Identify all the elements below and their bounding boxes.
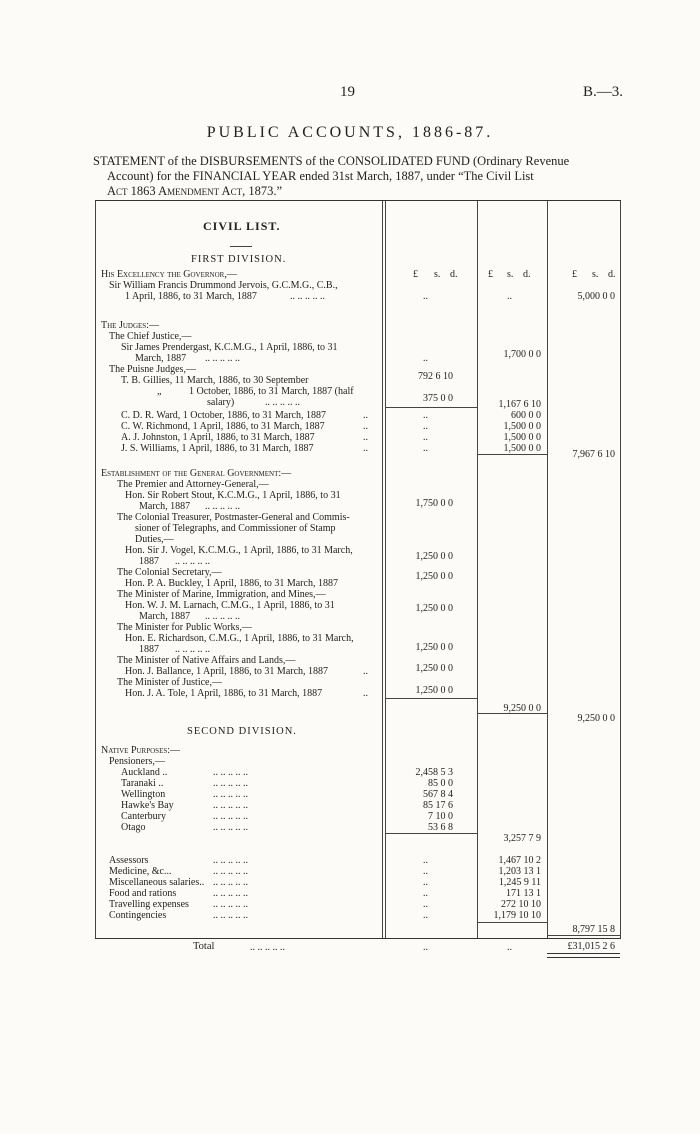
table-border-right [620,201,621,938]
item-food-amount: 171 13 1 [506,888,541,899]
judge-johnston-amount: 1,500 0 0 [503,432,541,443]
gillies-amount-2: 375 0 0 [423,393,453,404]
leader: .. .. .. .. .. [213,800,248,811]
vogel-line-2: 1887 [139,556,159,567]
pension-auckland-amount: 2,458 5 3 [415,767,453,778]
col1-shilling: s. [434,269,441,280]
page-title: PUBLIC ACCOUNTS, 1886-87. [206,124,494,141]
leader: .. [363,688,368,699]
grand-total-label: Total [193,941,215,952]
leader: .. [363,666,368,677]
government-subtotal: 9,250 0 0 [503,703,541,714]
ballance-amount: 1,250 0 0 [415,663,453,674]
leader: .. .. .. .. .. [213,877,248,888]
leader: .. [363,432,368,443]
leader: .. [423,443,428,454]
item-food: Food and rations [109,888,177,899]
item-misc-salaries: Miscellaneous salaries.. [109,877,205,888]
judge-ward: C. D. R. Ward, 1 October, 1886, to 31 March, 1887 [121,410,326,421]
treasurer-line-1: The Colonial Treasurer, Postmaster-General and Commis- [117,512,350,523]
statement-line-3: Act 1863 Amendment Act, 1873.” [107,184,282,198]
heading-rule [230,246,252,247]
leader: .. [423,353,428,364]
stout-amount: 1,750 0 0 [415,498,453,509]
judge-johnston: A. J. Johnston, 1 April, 1886, to 31 March, 1887 [121,432,315,443]
leader: .. [423,432,428,443]
justice-label: The Minister of Justice,— [117,677,222,688]
leader: .. [507,291,512,302]
document-reference: B.—3. [583,84,624,100]
treasurer-line-2: sioner of Telegraphs, and Commissioner of Stamp [135,523,336,534]
judge-richmond: C. W. Richmond, 1 April, 1886, to 31 March, 1887 [121,421,325,432]
item-contingencies-amount: 1,179 10 10 [493,910,541,921]
governor-line-1: Sir William Francis Drummond Jervois, G.C.M.G., C.B., [109,280,338,291]
leader: .. [423,942,428,953]
native-affairs-label: The Minister of Native Affairs and Lands,— [117,655,296,666]
judge-williams: J. S. Williams, 1 April, 1886, to 31 March, 1887 [121,443,314,454]
leader: .. [423,888,428,899]
col2-pound: £ [488,269,493,280]
judge-williams-amount: 1,500 0 0 [503,443,541,454]
leader: .. .. .. .. .. [213,778,248,789]
leader: .. .. .. .. .. [213,910,248,921]
grand-total-double-rule [547,953,620,958]
leader: .. .. .. .. .. [213,767,248,778]
governor-label: His Excellency the Governor,— [101,269,237,280]
pension-hawkes-bay-amount: 85 17 6 [423,800,453,811]
pensioners-total: 3,257 7 9 [503,833,541,844]
column-divider-3 [547,201,548,938]
grand-total-amount: £31,015 2 6 [567,941,615,952]
richardson-line-2: 1887 [139,644,159,655]
stout-line-2: March, 1887 [139,501,191,512]
leader: .. [363,443,368,454]
col1-pound: £ [413,269,418,280]
item-travelling-amount: 272 10 10 [501,899,541,910]
tole-amount: 1,250 0 0 [415,685,453,696]
item-contingencies: Contingencies [109,910,167,921]
leader: .. [423,410,428,421]
works-label: The Minister for Public Works,— [117,622,252,633]
gillies-line-2: 1 October, 1886, to 31 March, 1887 (half [189,386,354,397]
col2-shilling: s. [507,269,514,280]
judge-ward-amount: 600 0 0 [511,410,541,421]
leader: .. .. .. .. .. [213,811,248,822]
leader: .. [423,910,428,921]
tole-line: Hon. J. A. Tole, 1 April, 1886, to 31 March, 1887 [125,688,323,699]
judges-total: 7,967 6 10 [572,449,615,460]
leader: .. .. .. .. .. [205,611,240,622]
column-divider-1b [385,201,386,938]
governor-amount: 5,000 0 0 [577,291,615,302]
pensioners-subtotal-rule [385,833,477,834]
judges-subtotal-rule [477,454,547,455]
pension-canterbury-amount: 7 10 0 [428,811,453,822]
col3-pound: £ [572,269,577,280]
prendergast-line-2: March, 1887 [135,353,187,364]
leader: .. .. .. .. .. [265,397,300,408]
col1-pence: d. [450,269,458,280]
larnach-amount: 1,250 0 0 [415,603,453,614]
item-medicine: Medicine, &c... [109,866,172,877]
vogel-amount: 1,250 0 0 [415,551,453,562]
government-total: 9,250 0 0 [577,713,615,724]
gillies-amount-1: 792 6 10 [418,371,453,382]
pension-otago-amount: 53 6 8 [428,822,453,833]
richardson-amount: 1,250 0 0 [415,642,453,653]
leader: .. .. .. .. .. [175,556,210,567]
table-border-left [95,201,96,938]
column-divider-2 [477,201,478,938]
government-label: Establishment of the General Government:— [101,468,292,479]
leader: .. .. .. .. .. [213,866,248,877]
leader: .. [423,899,428,910]
statement-line-1: STATEMENT of the DISBURSEMENTS of the CONSOLIDATED FUND (Ordinary Revenue [93,154,570,168]
second-division-title: SECOND DIVISION. [187,726,297,737]
leader: .. [423,866,428,877]
pension-taranaki-amount: 85 0 0 [428,778,453,789]
leader: .. [423,291,428,302]
col3-pence: d. [608,269,616,280]
leader: .. [423,877,428,888]
puisne-judges-label: The Puisne Judges,— [109,364,196,375]
leader: .. .. .. .. .. [175,644,210,655]
government-total-rule [477,713,547,714]
leader: .. [363,410,368,421]
pension-hawkes-bay: Hawke's Bay [121,800,174,811]
gillies-ditto-mark: „ [157,386,162,397]
treasurer-line-3: Duties,— [135,534,174,545]
stout-line-1: Hon. Sir Robert Stout, K.C.M.G., 1 April, 1886, to 31 [125,490,341,501]
marine-label: The Minister of Marine, Immigration, and Mines,— [117,589,326,600]
premier-label: The Premier and Attorney-General,— [117,479,269,490]
item-travelling: Travelling expenses [109,899,189,910]
leader: .. [423,855,428,866]
leader: .. .. .. .. .. [213,888,248,899]
pensioners-label: Pensioners,— [109,756,165,767]
prendergast-line-1: Sir James Prendergast, K.C.M.G., 1 April, 1886, to 31 [121,342,338,353]
second-division-total-rule [477,922,547,923]
statement-line-2: Account) for the FINANCIAL YEAR ended 31st March, 1887, under “The Civil List [107,169,534,183]
item-assessors: Assessors [109,855,149,866]
second-division-total: 8,797 15 8 [572,924,615,935]
government-subtotal-rule [385,698,477,699]
col3-shilling: s. [592,269,599,280]
larnach-line-1: Hon. W. J. M. Larnach, C.M.G., 1 April, 1886, to 31 [125,600,335,611]
item-medicine-amount: 1,203 13 1 [498,866,541,877]
native-purposes-label: Native Purposes:— [101,745,181,756]
secretary-label: The Colonial Secretary,— [117,567,222,578]
leader: .. [507,942,512,953]
col2-pence: d. [523,269,531,280]
governor-line-2: 1 April, 1886, to 31 March, 1887 [125,291,257,302]
column-divider-1 [382,201,383,938]
chief-justice-label: The Chief Justice,— [109,331,192,342]
gillies-line-3: salary) [207,397,235,408]
prendergast-amount: 1,700 0 0 [503,349,541,360]
buckley-amount: 1,250 0 0 [415,571,453,582]
leader: .. .. .. .. .. [250,942,285,953]
leader: .. .. .. .. .. [290,291,325,302]
buckley-line: Hon. P. A. Buckley, 1 April, 1886, to 31 March, 1887 [125,578,338,589]
pension-auckland: Auckland .. [121,767,168,778]
pension-taranaki: Taranaki .. [121,778,164,789]
pension-wellington: Wellington [121,789,166,800]
judge-richmond-amount: 1,500 0 0 [503,421,541,432]
grand-total-top-rule [547,935,620,936]
item-assessors-amount: 1,467 10 2 [498,855,541,866]
civil-list-table [95,200,621,953]
judges-label: The Judges:— [101,320,159,331]
richardson-line-1: Hon. E. Richardson, C.M.G., 1 April, 1886, to 31 March, [125,633,354,644]
first-division-title: FIRST DIVISION. [191,254,287,265]
leader: .. .. .. .. .. [213,855,248,866]
leader: .. .. .. .. .. [213,789,248,800]
item-misc-salaries-amount: 1,245 9 11 [498,877,541,888]
leader: .. [423,421,428,432]
leader: .. .. .. .. .. [205,501,240,512]
ballance-line: Hon. J. Ballance, 1 April, 1886, to 31 March, 1887 [125,666,329,677]
leader: .. .. .. .. .. [213,822,248,833]
pension-otago: Otago [121,822,146,833]
leader: .. [363,421,368,432]
gillies-total: 1,167 6 10 [498,399,541,410]
gillies-line-1: T. B. Gillies, 11 March, 1886, to 30 September [121,375,309,386]
gillies-subtotal-rule [385,407,477,408]
civil-list-heading: CIVIL LIST. [203,219,281,233]
leader: .. .. .. .. .. [205,353,240,364]
pension-wellington-amount: 567 8 4 [423,789,453,800]
leader: .. .. .. .. .. [213,899,248,910]
page-number: 19 [340,84,355,100]
pension-canterbury: Canterbury [121,811,166,822]
vogel-line-1: Hon. Sir J. Vogel, K.C.M.G., 1 April, 1886, to 31 March, [125,545,353,556]
larnach-line-2: March, 1887 [139,611,191,622]
statement-heading [93,154,633,199]
